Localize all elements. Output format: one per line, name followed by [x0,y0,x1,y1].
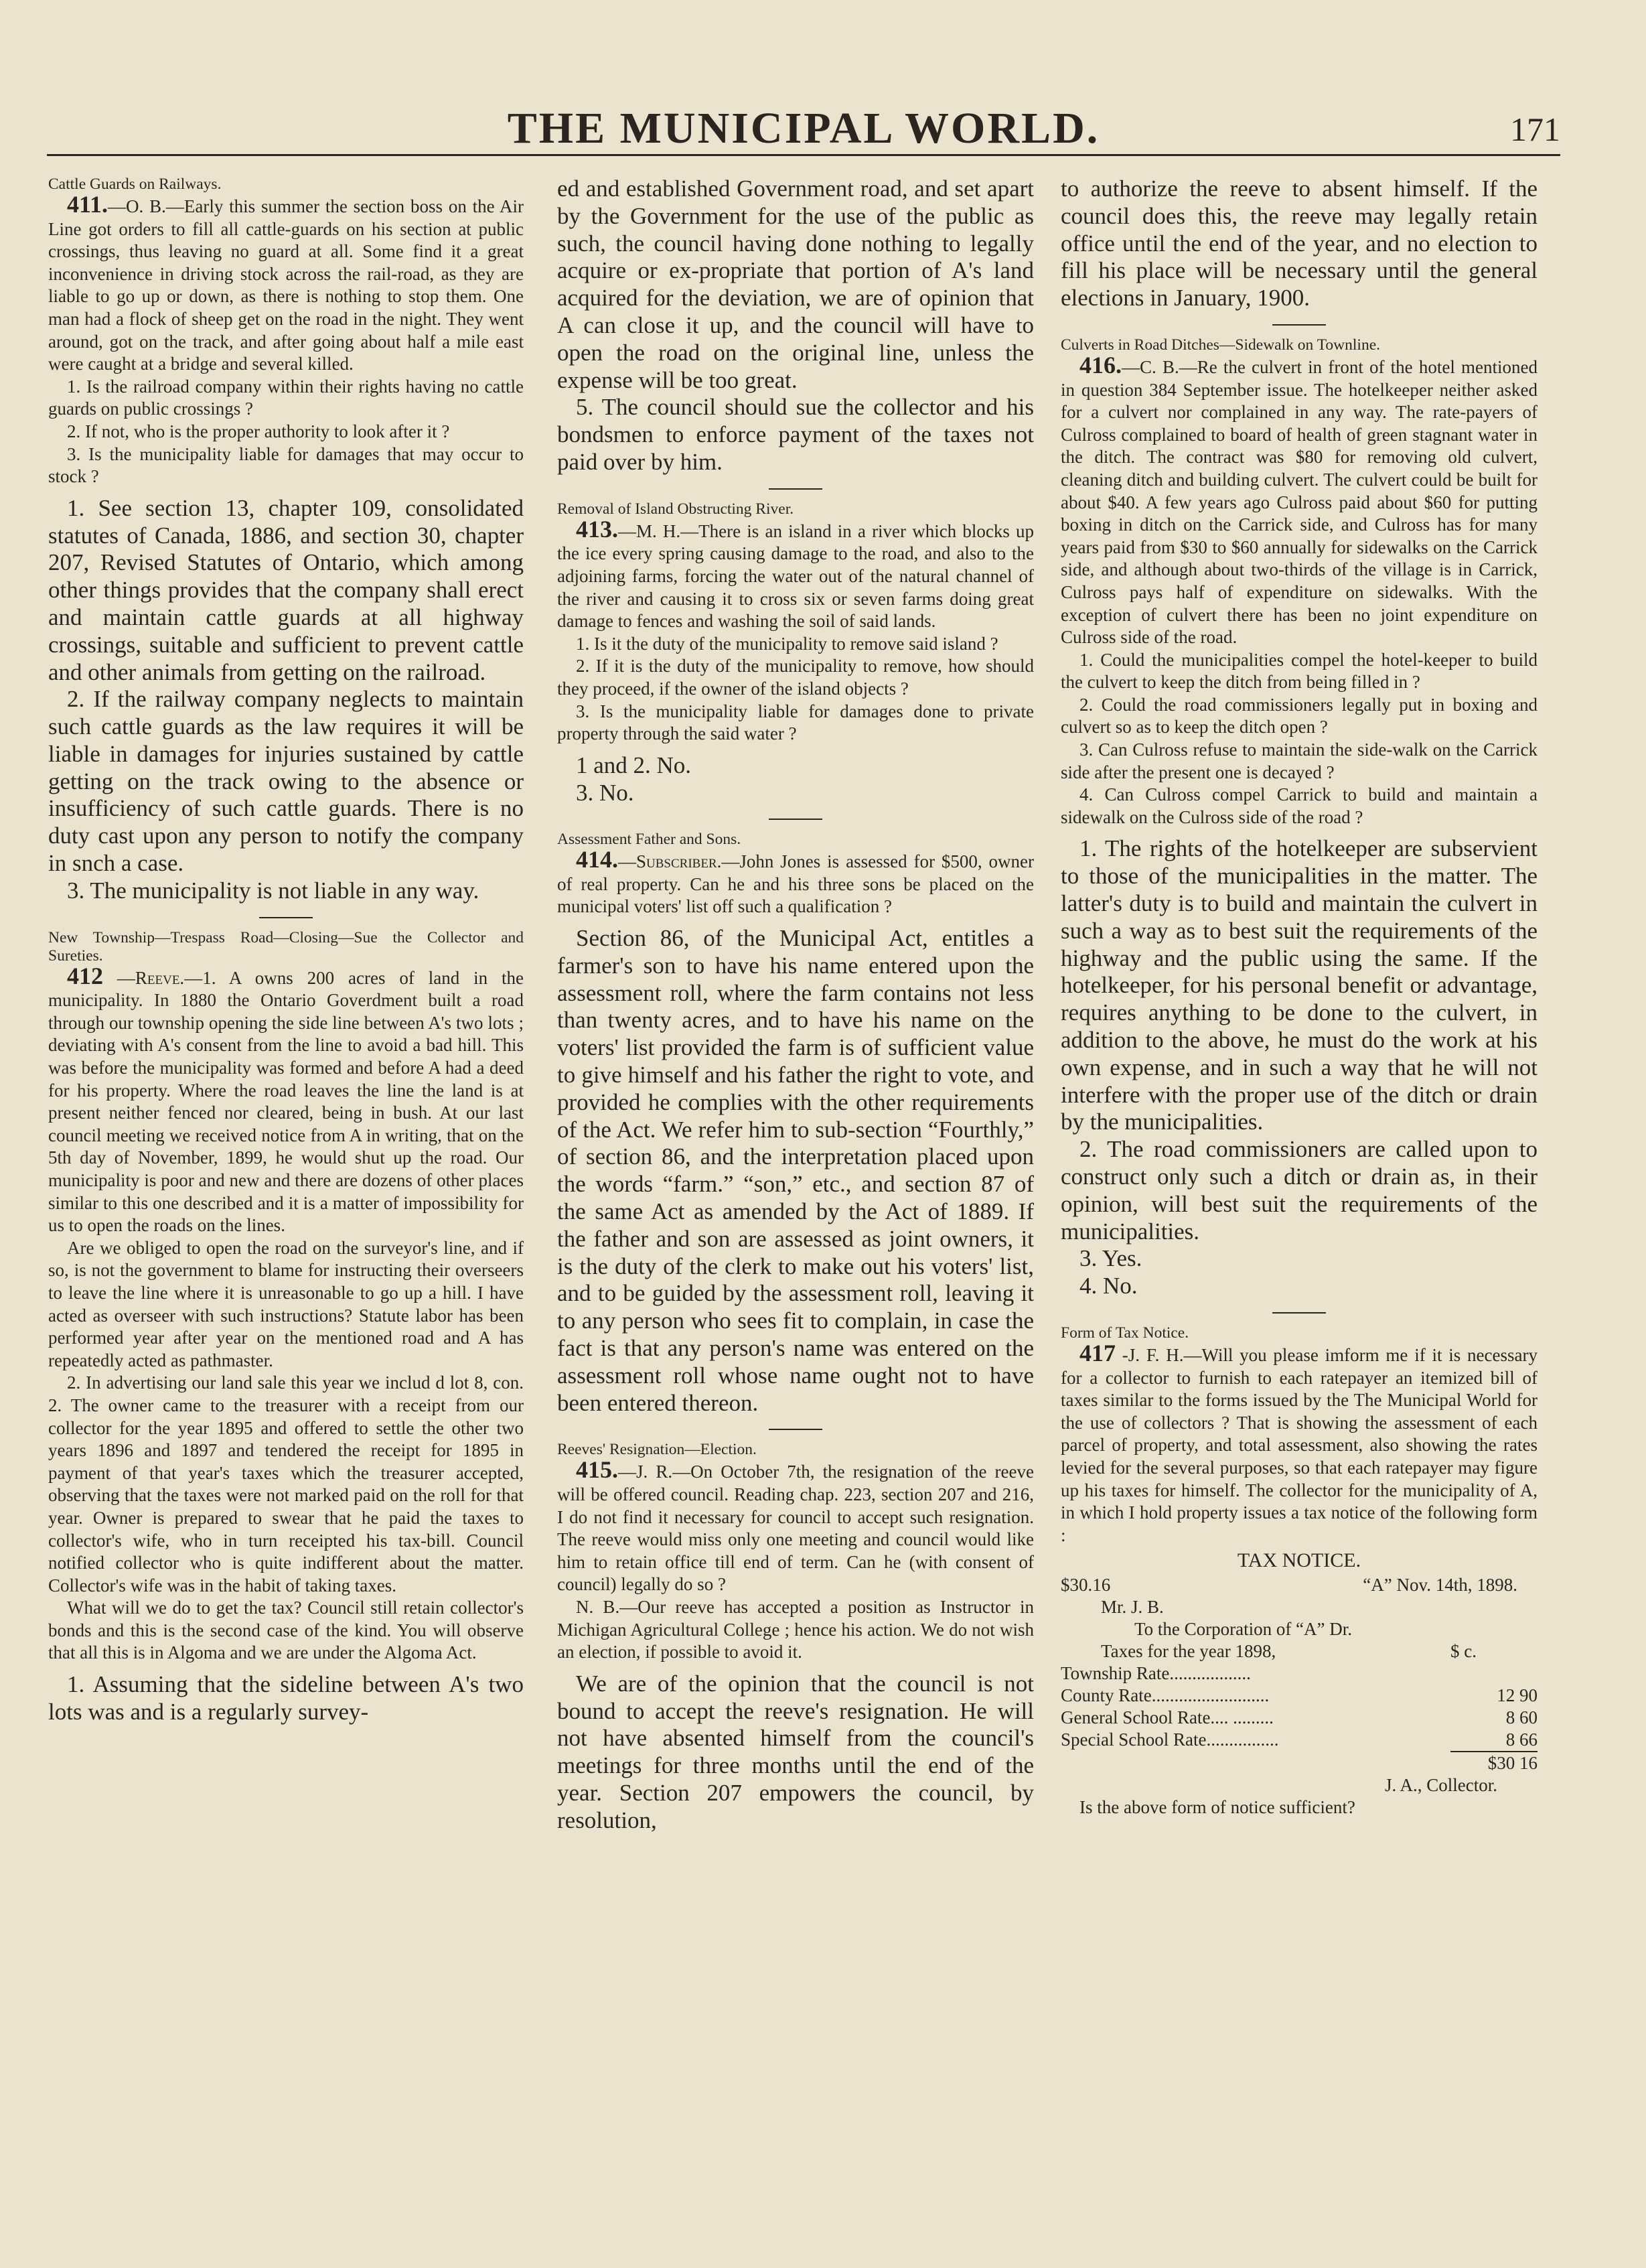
column-3 [1061,175,1538,2239]
tax-notice-row-amount: 8 66 [1505,1729,1538,1750]
question-416-4: 4. Can Culross compel Carrick to build and maintain a sidewalk on the Culross side of the road ? [1061,784,1538,827]
divider [769,488,822,490]
question-414 [557,846,1034,918]
question-415-nb: N. B.—Our reeve has accepted a position as Instructor in Michigan Agricultural College ; hence his action. We do not wish an election, if possible to avoid it. [557,1596,1034,1662]
answer-413-3: 3. No. [576,779,634,806]
heading-415: Reeves' Resignation—Election. [557,1441,757,1459]
question-416 [1061,351,1538,649]
answer-416-3: 3. Yes. [1079,1245,1142,1272]
divider [1272,1312,1326,1314]
question-413-1: 1. Is it the duty of the municipality to remove said island ? [576,633,998,654]
question-text: —O. B.—Early this summer the section boss on the Air Line got orders to fill all cattle-guards on his section at public crossings, thus leaving no guard at all. Some find it a great inconvenience in driving stock across the rail-road, as they are liable to go up or down, as there is nothing to stop them. One man had a flock of sheep get on the road in the night. They went around, got on the track, and after going about half a mile east were caught at a bridge and several killed. [48,196,524,374]
question-number: 413. [576,515,618,543]
divider [769,1429,822,1430]
answer-414: Section 86, of the Municipal Act, entitles a farmer's son to have his name entered upon the assessment roll, where the farm contains not less than twenty acres, and to have his name on the voters' list provided the farm is of sufficient value to give himself and his father the right to vote, and provided he complies with the other requirements of the Act. We refer him to sub-section “Fourthly,” of section 86, and the interpretation placed upon the words “farm.” “son,” etc., and section 87 of the same Act as amended by the Act of 1889. If the father and son are assessed as joint owners, it is the duty of the clerk to make out his voters' list, and to be guided by the assessment roll, leaving it to any person who sees fit to complain, in case the fact is that any person's name was entered on the assessment roll whose name ought not to have been entered thereon. [557,925,1034,1416]
divider [259,917,313,918]
answer-412-1-continued: ed and established Government road, and set apart by the Government for the use of the public as such, the council having done nothing to legally acquire or ex-propriate that portion of A's land acquired for the deviation, we are of opinion that A can close it up, and the council will have to open the road on the original line, unless the expense will be too great. [557,175,1034,393]
masthead-title: THE MUNICIPAL WORLD. [507,104,1100,153]
question-text: —C. B.—Re the culvert in front of the hotel mentioned in question 384 September issue. The hotelkeeper neither asked for a culvert nor complained in any way. The rate-payers of Culross complained to board of health of green stagnant water in the ditch. The contract was $80 for removing old culvert, cleaning ditch and building culvert. The culvert could be built for about $40. A few years ago Culross paid about $60 for putting boxing in ditch on the Carrick side, and Culross has for many years paid from $30 to $60 annually for sidewalks on the Carrick side, and although about two-thirds of the village is in Carrick, Culross pays half of expenditure on sidewalks. With the exception of culvert there has been no joint expenditure on Culross side of the road. [1061,356,1538,648]
tax-notice-title: TAX NOTICE. [1237,1549,1361,1572]
tax-notice-row-label: Township Rate.................. [1061,1663,1251,1684]
heading-412: New Township—Trespass Road—Closing—Sue the Collector and Sureties. [48,928,524,965]
tax-notice-row [1061,1707,1538,1729]
heading-411: Cattle Guards on Railways. [48,175,222,193]
answer-411-1: 1. See section 13, chapter 109, consolidated statutes of Canada, 1886, and section 30, chapter 207, Revised Statutes of Ontario, which among other things provides that the company shall erect and maintain cattle guards at all highway crossings, suitable and sufficient to prevent cattle and other animals from getting on the railroad. [48,494,524,685]
tax-notice-row-label: Special School Rate................ [1061,1729,1279,1750]
divider [1272,324,1326,326]
tax-notice-columns: $ c. [1450,1641,1477,1662]
question-415 [557,1456,1034,1596]
heading-413: Removal of Island Obstructing River. [557,500,794,518]
question-411-1: 1. Is the railroad company within their rights having no cattle guards on public crossings ? [48,376,524,419]
answer-412-5: 5. The council should sue the collector and his bondsmen to enforce payment of the taxes not paid over by him. [557,394,1034,475]
question-text: —J. R.—On October 7th, the resignation of the reeve will be offered council. Reading chap. 223, section 207 and 216, I do not find it necessary for council to accept such resignation. The reeve would miss only one meeting and council would like him to retain office till end of term. Can he (with consent of council) legally do so ? [557,1462,1034,1595]
column-2 [557,175,1034,2239]
question-text: —1. A owns 200 acres of land in the municipality. In 1880 the Ontario Goverdment built a road through our township opening the side line between A's two lots ; deviating with A's consent from the line to avoid a bad hill. This was before the municipality was formed and before A had a deed for his property. Where the road leaves the line the land is at present neither fenced nor cleared, being in bush. At our last council meeting we received notice from A in writing, that on the 5th day of November, 1899, he would shut up the road. Our municipality is poor and new and there are dozens of other places similar to this one described and it is a matter of impossibility for us to open the roads on the lines. [48,967,524,1236]
column-1 [48,175,524,2239]
question-text: —John Jones is assessed for $500, owner of real property. Can he and his three sons be placed on the municipal voters' list off such a qualification ? [557,851,1034,917]
question-416-1: 1. Could the municipalities compel the hotel-keeper to build the culvert to keep the ditch from being filled in ? [1061,649,1538,693]
tax-notice-corporation: To the Corporation of “A” Dr. [1134,1619,1353,1640]
question-number: 415. [576,1456,618,1484]
page-header [47,100,1560,156]
question-number: 414. [576,846,618,873]
question-416-3: 3. Can Culross refuse to maintain the side-walk on the Carrick side after the present one is decayed ? [1061,739,1538,782]
answer-415-continued: to authorize the reeve to absent himself. If the council does this, the reeve may legally retain office until the end of the year, and no election to fill his place will be necessary until the general elections in January, 1900. [1061,175,1538,311]
tax-notice-row-amount: 12 90 [1497,1685,1538,1706]
tax-notice-rows [1061,1662,1538,1751]
tax-notice-signature: J. A., Collector. [1385,1775,1497,1796]
tax-notice-row [1061,1685,1538,1707]
tax-notice-to: Mr. J. B. [1101,1597,1164,1618]
signature: —Subscriber. [618,851,722,872]
page-number: 171 [1510,111,1560,148]
tax-notice [1061,1549,1538,1796]
tax-notice-year: Taxes for the year 1898, [1101,1641,1276,1662]
heading-414: Assessment Father and Sons. [557,831,741,849]
answer-411-2: 2. If the railway company neglects to maintain such cattle guards as the law requires it will be liable in damages for injuries sustained by cattle getting on the track owing to the absence or insufficiency of such cattle guards. There is no duty cast upon any person to notify the company in snch a case. [48,686,524,877]
question-412-p4: What will we do to get the tax? Council still retain collector's bonds and this is the second case of the kind. You will observe that all this is in Algoma and we are under the Algoma Act. [48,1598,524,1663]
divider [769,819,822,820]
tax-notice-row-amount: 8 60 [1505,1707,1538,1728]
answer-415: We are of the opinion that the council is not bound to accept the reeve's resignation. He will not have absented himself from the council's meetings for three months until the end of the year. Section 207 empowers the council, by resolution, [557,1670,1034,1833]
question-number: 411. [67,191,108,218]
question-number: 412 [67,962,103,989]
question-416-2: 2. Could the road commissioners legally put in boxing and culvert so as to keep the ditch open ? [1061,694,1538,737]
tax-notice-row [1061,1729,1538,1751]
question-412 [48,962,524,1237]
question-number: 416. [1079,351,1122,378]
question-417 [1061,1342,1538,1547]
tax-notice-head [1061,1574,1538,1596]
question-413 [557,515,1034,633]
tax-notice-row-amount [1464,1662,1538,1685]
answer-411-3: 3. The municipality is not liable in any way. [67,877,479,904]
tax-notice-date: “A” Nov. 14th, 1898. [1363,1575,1517,1596]
answer-416-1: 1. The rights of the hotelkeeper are subservient to those of the municipalities in the matter. The latter's duty is to build and maintain the culvert in such a way as to best suit the requirements of the highway and the public using the same. If the hotelkeeper, for his personal benefit or advantage, requires anything to be done to the culvert, in addition to the above, he must do the work at his own expense, and in such a way that he will not interfere with the proper use of the ditch or drain by the municipalities. [1061,835,1538,1135]
question-412-p2: Are we obliged to open the road on the surveyor's line, and if so, is not the government to blame for instructing their overseers to leave the line where it is unreasonable to go up a hill. I have acted as overseer with such instructions? Statute labor has been performed year after year on the mentioned road and A has repeatedly acted as pathmaster. [48,1237,524,1370]
tax-notice-row-label: County Rate.......................... [1061,1685,1270,1706]
tax-notice-row [1061,1662,1538,1685]
answer-416-4: 4. No. [1079,1273,1138,1299]
question-417-end: Is the above form of notice sufficient? [1079,1797,1355,1818]
question-413-3: 3. Is the municipality liable for damages done to private property through the said water ? [557,701,1034,744]
tax-notice-total: $30 16 [1450,1751,1538,1774]
answer-413-1-2: 1 and 2. No. [576,752,692,778]
question-411 [48,191,524,376]
answer-412-1: 1. Assuming that the sideline between A's two lots was and is a regularly survey- [48,1671,524,1725]
question-text: -J. F. H.—Will you please imform me if it is necessary for a collector to furnish to each ratepayer an itemized bill of taxes similar to the forms issued by the The Municipal World for the use of collectors ? That is showing the assessment of each parcel of property, and total assessment, also showing the rates levied for the several purposes, so that each ratepayer may figure up his taxes for himself. The collector for the municipality of A, in which I hold property issues a tax notice of the following form : [1061,1345,1538,1545]
tax-notice-row-label: General School Rate.... ......... [1061,1707,1274,1728]
tax-notice-amount: $30.16 [1061,1575,1111,1596]
signature: —Reeve. [103,967,185,988]
question-411-3: 3. Is the municipality liable for damages that may occur to stock ? [48,443,524,487]
question-411-2: 2. If not, who is the proper authority to look after it ? [67,421,450,441]
heading-417: Form of Tax Notice. [1061,1324,1189,1342]
question-413-2: 2. If it is the duty of the municipality to remove, how should they proceed, if the owner of the island objects ? [557,656,1034,699]
question-412-p3: 2. In advertising our land sale this year we includ d lot 8, con. 2. The owner came to the treasurer with a receipt from our collector for the year 1895 and offered to settle the other two years 1896 and 1897 and tendered the receipt for 1895 in payment of that year's taxes which the treasurer accepted, observing that the taxes were not marked paid on the roll for that year. Owner is prepared to swear that he paid the taxes to collector's wife, who in turn receipted his tax-bill. Council notified collector who is quite indifferent about the matter. Collector's wife was in the habit of taking taxes. [48,1372,524,1596]
heading-416: Culverts in Road Ditches—Sidewalk on Townline. [1061,336,1381,354]
tax-notice-year-row [1061,1640,1538,1662]
question-number: 417 [1079,1340,1116,1366]
answer-416-2: 2. The road commissioners are called upon to construct only such a ditch or drain as, in their opinion, will best suit the requirements of the municipalities. [1061,1136,1538,1245]
question-text: —M. H.—There is an island in a river which blocks up the ice every spring causing damage to the road, and also to the adjoining farms, forcing the water out of the natural channel of the river and causing it to cross six or seven farms doing great damage to fences and washing the soil of said lands. [557,520,1034,632]
